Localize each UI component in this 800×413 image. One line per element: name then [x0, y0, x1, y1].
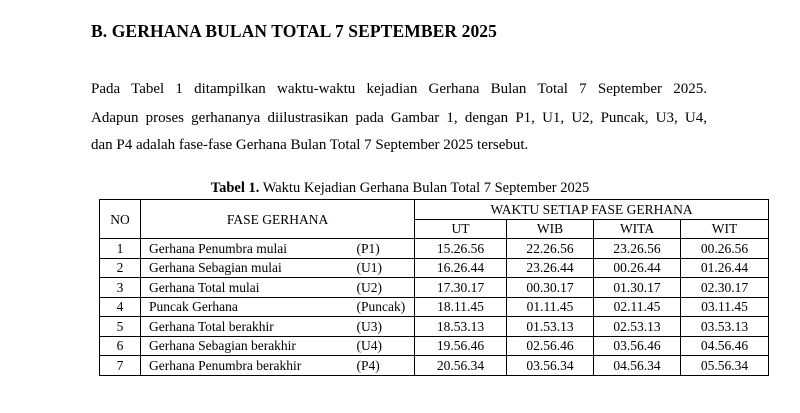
cell-wita: 02.11.45 — [594, 297, 681, 317]
section-heading: B. GERHANA BULAN TOTAL 7 SEPTEMBER 2025 — [91, 21, 497, 41]
cell-wita: 04.56.34 — [594, 356, 681, 376]
table-row — [100, 258, 769, 278]
cell-wit: 03.11.45 — [681, 297, 769, 317]
cell-ut: 16.26.44 — [415, 258, 507, 278]
cell-wita: 00.26.44 — [594, 258, 681, 278]
cell-ut: 18.53.13 — [415, 317, 507, 337]
cell-no: 6 — [100, 336, 141, 356]
cell-code: (U1) — [355, 258, 415, 278]
cell-no: 7 — [100, 356, 141, 376]
table-caption-label: Tabel 1. — [210, 180, 260, 196]
cell-ut: 19.56.46 — [415, 336, 507, 356]
cell-wit: 04.56.46 — [681, 336, 769, 356]
cell-wita: 03.56.46 — [594, 336, 681, 356]
cell-fase: Puncak Gerhana — [141, 297, 355, 317]
cell-no: 4 — [100, 297, 141, 317]
cell-ut: 18.11.45 — [415, 297, 507, 317]
cell-wit: 03.53.13 — [681, 317, 769, 337]
table-caption-text: Waktu Kejadian Gerhana Bulan Total 7 September 2025 — [259, 180, 590, 196]
table-row — [100, 278, 769, 298]
table-row — [100, 297, 769, 317]
paragraph-line-2: Adapun proses gerhananya diilustrasikan pada Gambar 1, dengan P1, U1, U2, Puncak, U3, U4, — [91, 110, 707, 126]
cell-wita: 02.53.13 — [594, 317, 681, 337]
cell-wit: 05.56.34 — [681, 356, 769, 376]
cell-code: (U2) — [355, 278, 415, 298]
table-caption — [0, 180, 800, 197]
cell-wit: 01.26.44 — [681, 258, 769, 278]
paragraph-line-1: Pada Tabel 1 ditampilkan waktu-waktu kejadian Gerhana Bulan Total 7 September 2025. — [91, 81, 707, 97]
paragraph-line-3: dan P4 adalah fase-fase Gerhana Bulan Total 7 September 2025 tersebut. — [91, 137, 529, 153]
header-no: NO — [100, 200, 141, 239]
cell-no: 3 — [100, 278, 141, 298]
cell-code: (U3) — [355, 317, 415, 337]
eclipse-phase-table — [99, 199, 769, 376]
cell-wit: 00.26.56 — [681, 239, 769, 259]
cell-fase: Gerhana Sebagian mulai — [141, 258, 355, 278]
table-row — [100, 239, 769, 259]
header-wit: WIT — [681, 219, 769, 239]
header-wita: WITA — [594, 219, 681, 239]
table-row — [100, 356, 769, 376]
cell-wib: 01.11.45 — [507, 297, 594, 317]
header-ut: UT — [415, 219, 507, 239]
table-header-row — [100, 200, 769, 220]
cell-code: (P1) — [355, 239, 415, 259]
cell-fase: Gerhana Total mulai — [141, 278, 355, 298]
cell-fase: Gerhana Total berakhir — [141, 317, 355, 337]
cell-wit: 02.30.17 — [681, 278, 769, 298]
cell-wita: 01.30.17 — [594, 278, 681, 298]
cell-ut: 20.56.34 — [415, 356, 507, 376]
cell-code: (U4) — [355, 336, 415, 356]
cell-wib: 23.26.44 — [507, 258, 594, 278]
header-waktu: WAKTU SETIAP FASE GERHANA — [415, 200, 769, 220]
cell-wib: 22.26.56 — [507, 239, 594, 259]
cell-code: (P4) — [355, 356, 415, 376]
cell-wib: 03.56.34 — [507, 356, 594, 376]
cell-no: 5 — [100, 317, 141, 337]
cell-fase: Gerhana Penumbra mulai — [141, 239, 355, 259]
header-fase: FASE GERHANA — [141, 200, 415, 239]
table-row — [100, 317, 769, 337]
cell-wib: 00.30.17 — [507, 278, 594, 298]
header-wib: WIB — [507, 219, 594, 239]
table-row — [100, 336, 769, 356]
cell-code: (Puncak) — [355, 297, 415, 317]
cell-fase: Gerhana Penumbra berakhir — [141, 356, 355, 376]
cell-ut: 15.26.56 — [415, 239, 507, 259]
cell-no: 1 — [100, 239, 141, 259]
cell-wib: 02.56.46 — [507, 336, 594, 356]
cell-fase: Gerhana Sebagian berakhir — [141, 336, 355, 356]
cell-wib: 01.53.13 — [507, 317, 594, 337]
cell-wita: 23.26.56 — [594, 239, 681, 259]
cell-no: 2 — [100, 258, 141, 278]
cell-ut: 17.30.17 — [415, 278, 507, 298]
